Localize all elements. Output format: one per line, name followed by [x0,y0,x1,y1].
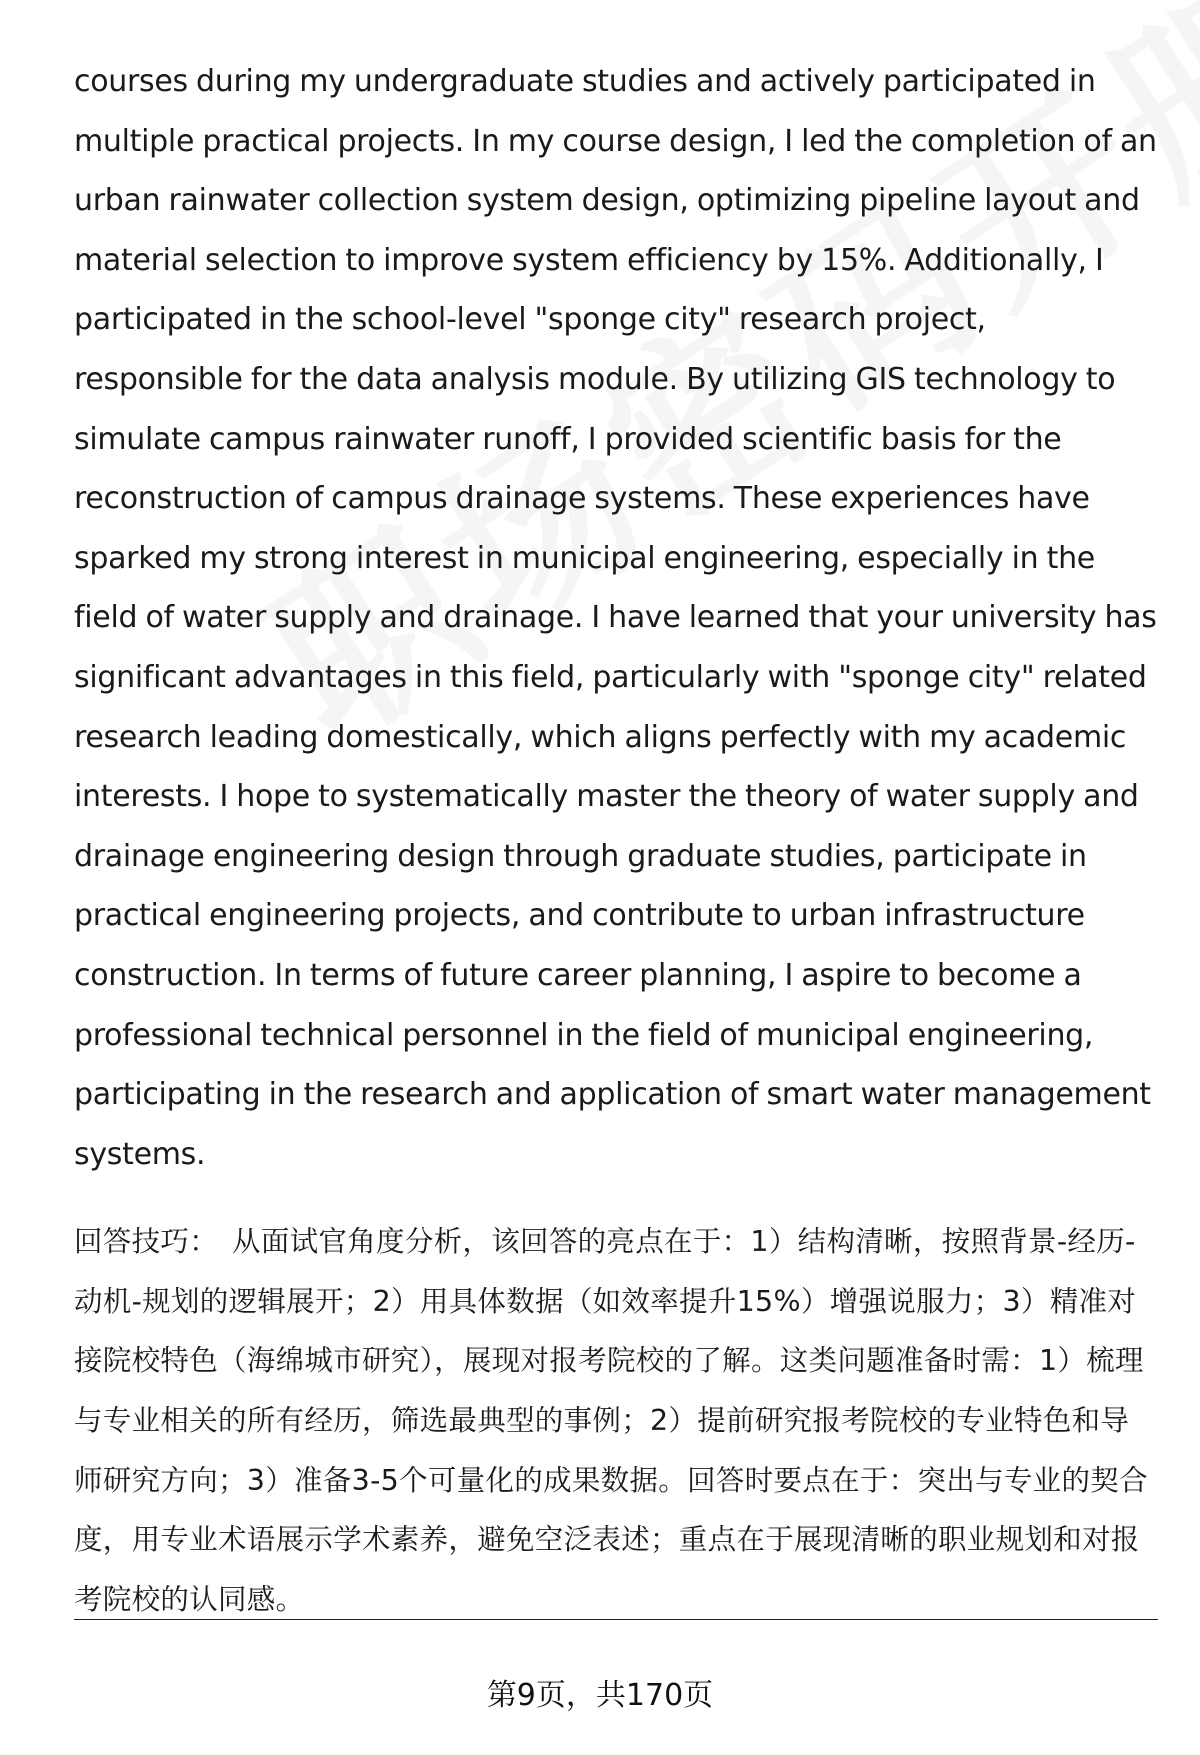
tips-label: 回答技巧： [74,1225,219,1259]
answer-tips-paragraph [74,1212,1158,1629]
footer-divider [74,1619,1158,1620]
page-content [74,52,1158,1629]
page-number: 第9页，共170页 [486,1678,714,1713]
answer-paragraph: courses during my undergraduate studies and actively participated in multiple practical projects. In my course design, I led the completion of an urban rainwater collection system design, optimizing pipeline layout and material selection to improve system efficiency by 15%. Additionally, I participated in the school-level "sponge city" research project, responsible for the data analysis module. By utilizing GIS technology to simulate campus rainwater runoff, I provided scientific basis for the reconstruction of campus drainage systems. These experiences have sparked my strong interest in municipal engineering, especially in the field of water supply and drainage. I have learned that your university has significant advantages in this field, particularly with "sponge city" related research leading domestically, which aligns perfectly with my academic interests. I hope to systematically master the theory of water supply and drainage engineering design through graduate studies, participate in practical engineering projects, and contribute to urban infrastructure construction. In terms of future career planning, I aspire to become a professional technical personnel in the field of municipal engineering, participating in the research and application of smart water management systems. [74,64,1157,1172]
tips-text: 从面试官角度分析，该回答的亮点在于：1）结构清晰，按照背景-经历-动机-规划的逻辑展开；2）用具体数据（如效率提升15%）增强说服力；3）精准对接院校特色（海绵城市研究），展现对报考院校的了解。这类问题准备时需：1）梳理与专业相关的所有经历，筛选最典型的事例；2）提前研究报考院校的专业特色和导师研究方向；3）准备3-5个可量化的成果数据。回答时要点在于：突出与专业的契合度，用专业术语展示学术素养，避免空泛表述；重点在于展现清晰的职业规划和对报考院校的认同感。 [74,1225,1148,1616]
